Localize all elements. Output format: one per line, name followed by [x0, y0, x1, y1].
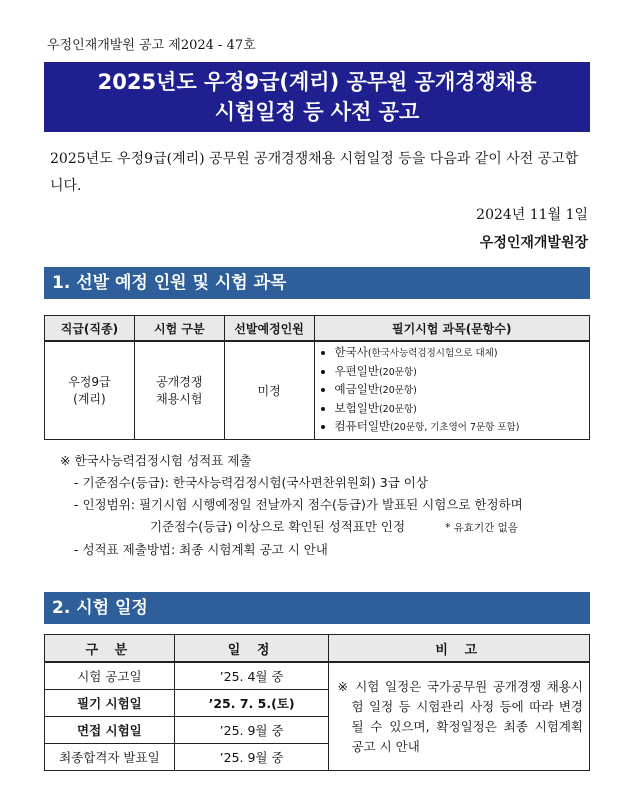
remarks-cell: [329, 662, 590, 771]
subject-note: (20문항, 기초영어 7문항 포함): [390, 422, 520, 433]
schedule-date: ’25. 7. 5.(토): [174, 690, 329, 717]
table-header-row: [45, 316, 590, 342]
subject-name: 보험일반: [334, 400, 379, 415]
header-grade: 직급(직종): [45, 316, 135, 342]
notes-item-1: - 기준점수(등급): 한국사능력검정시험(국사편찬위원회) 3급 이상: [74, 475, 428, 490]
notes-main: ※ 한국사능력검정시험 성적표 제출: [60, 453, 252, 468]
notice-number: 우정인재개발원 공고 제2024 - 47호: [47, 38, 256, 53]
selection-table: [44, 315, 590, 440]
exam-type-cell: [134, 341, 224, 439]
subject-name: 컴퓨터일반: [334, 419, 391, 433]
subjects-cell: [314, 341, 590, 439]
schedule-date: ’25. 9월 중: [174, 717, 329, 744]
header-remarks: 비 고: [329, 635, 590, 663]
title-banner: [44, 62, 590, 132]
notes-item-2-text: 기준점수(등급) 이상으로 확인된 성적표만 인정: [150, 519, 406, 534]
subject-note: (20문항): [378, 385, 417, 396]
schedule-date: ’25. 9월 중: [174, 744, 329, 771]
exam-type-line-2: 채용시험: [156, 392, 203, 407]
schedule-date: ’25. 4월 중: [174, 662, 329, 690]
table-row: [45, 341, 590, 439]
subject-name: 한국사: [334, 345, 368, 359]
grade-line-2: (계리): [73, 392, 106, 407]
notice-date: 2024년 11월 1일: [476, 207, 588, 223]
grade-cell: [45, 341, 135, 439]
section-2-heading: 2. 시험 일정: [44, 592, 590, 624]
schedule-label: 필기 시험일: [45, 690, 175, 717]
header-quota: 선발예정인원: [224, 316, 314, 342]
notes-item-2-line-2: [60, 516, 600, 539]
schedule-label: 최종합격자 발표일: [45, 744, 175, 771]
history-exam-notes: [60, 450, 600, 561]
section-1-heading: 1. 선발 예정 인원 및 시험 과목: [44, 267, 590, 299]
validity-note: * 유효기간 없음: [445, 522, 518, 534]
issuer: 우정인재개발원장: [479, 235, 588, 251]
subject-name: 우편일반: [334, 363, 379, 378]
title-line-2: 시험일정 등 사전 공고: [214, 100, 420, 124]
schedule-label: 면접 시험일: [45, 717, 175, 744]
title-line-1: 2025년도 우정9급(계리) 공무원 공개경쟁채용: [97, 70, 537, 94]
subject-item: [335, 418, 586, 437]
notes-item-2-line-1: - 인정범위: 필기시험 시행예정일 전날까지 점수(등급)가 발표된 시험으로 한정하며: [74, 497, 523, 512]
subject-item: [335, 344, 586, 363]
schedule-label: 시험 공고일: [45, 662, 175, 690]
intro-text: 2025년도 우정9급(계리) 공무원 공개경쟁채용 시험일정 등을 다음과 같이 사전 공고합니다.: [50, 151, 579, 194]
header-schedule: 일 정: [174, 635, 329, 663]
subject-name: 예금일반: [334, 382, 379, 396]
subject-list: [315, 344, 586, 437]
remarks-text: ※ 시험 일정은 국가공무원 공개경쟁 채용시험 일정 등 시험관리 사정 등에 따라 변경될 수 있으며, 확정일정은 최종 시험계획 공고 시 안내: [337, 678, 583, 754]
quota-cell: 미정: [224, 341, 314, 439]
subject-item: [335, 400, 586, 419]
table-row: [45, 662, 590, 690]
exam-type-line-1: 공개경쟁: [156, 375, 203, 390]
header-exam-type: 시험 구분: [134, 316, 224, 342]
header-category: 구 분: [45, 635, 175, 663]
grade-line-1: 우정9급: [68, 375, 111, 390]
schedule-table: [44, 634, 590, 771]
subject-item: [335, 363, 586, 382]
subject-item: [335, 381, 586, 400]
table-header-row: [45, 635, 590, 663]
subject-note: (20문항): [378, 366, 417, 378]
subject-note: (한국사능력검정시험으로 대체): [367, 348, 498, 359]
subject-note: (20문항): [378, 403, 417, 415]
header-subjects: 필기시험 과목(문항수): [314, 316, 590, 342]
notes-item-3: - 성적표 제출방법: 최종 시험계획 공고 시 안내: [74, 542, 328, 557]
